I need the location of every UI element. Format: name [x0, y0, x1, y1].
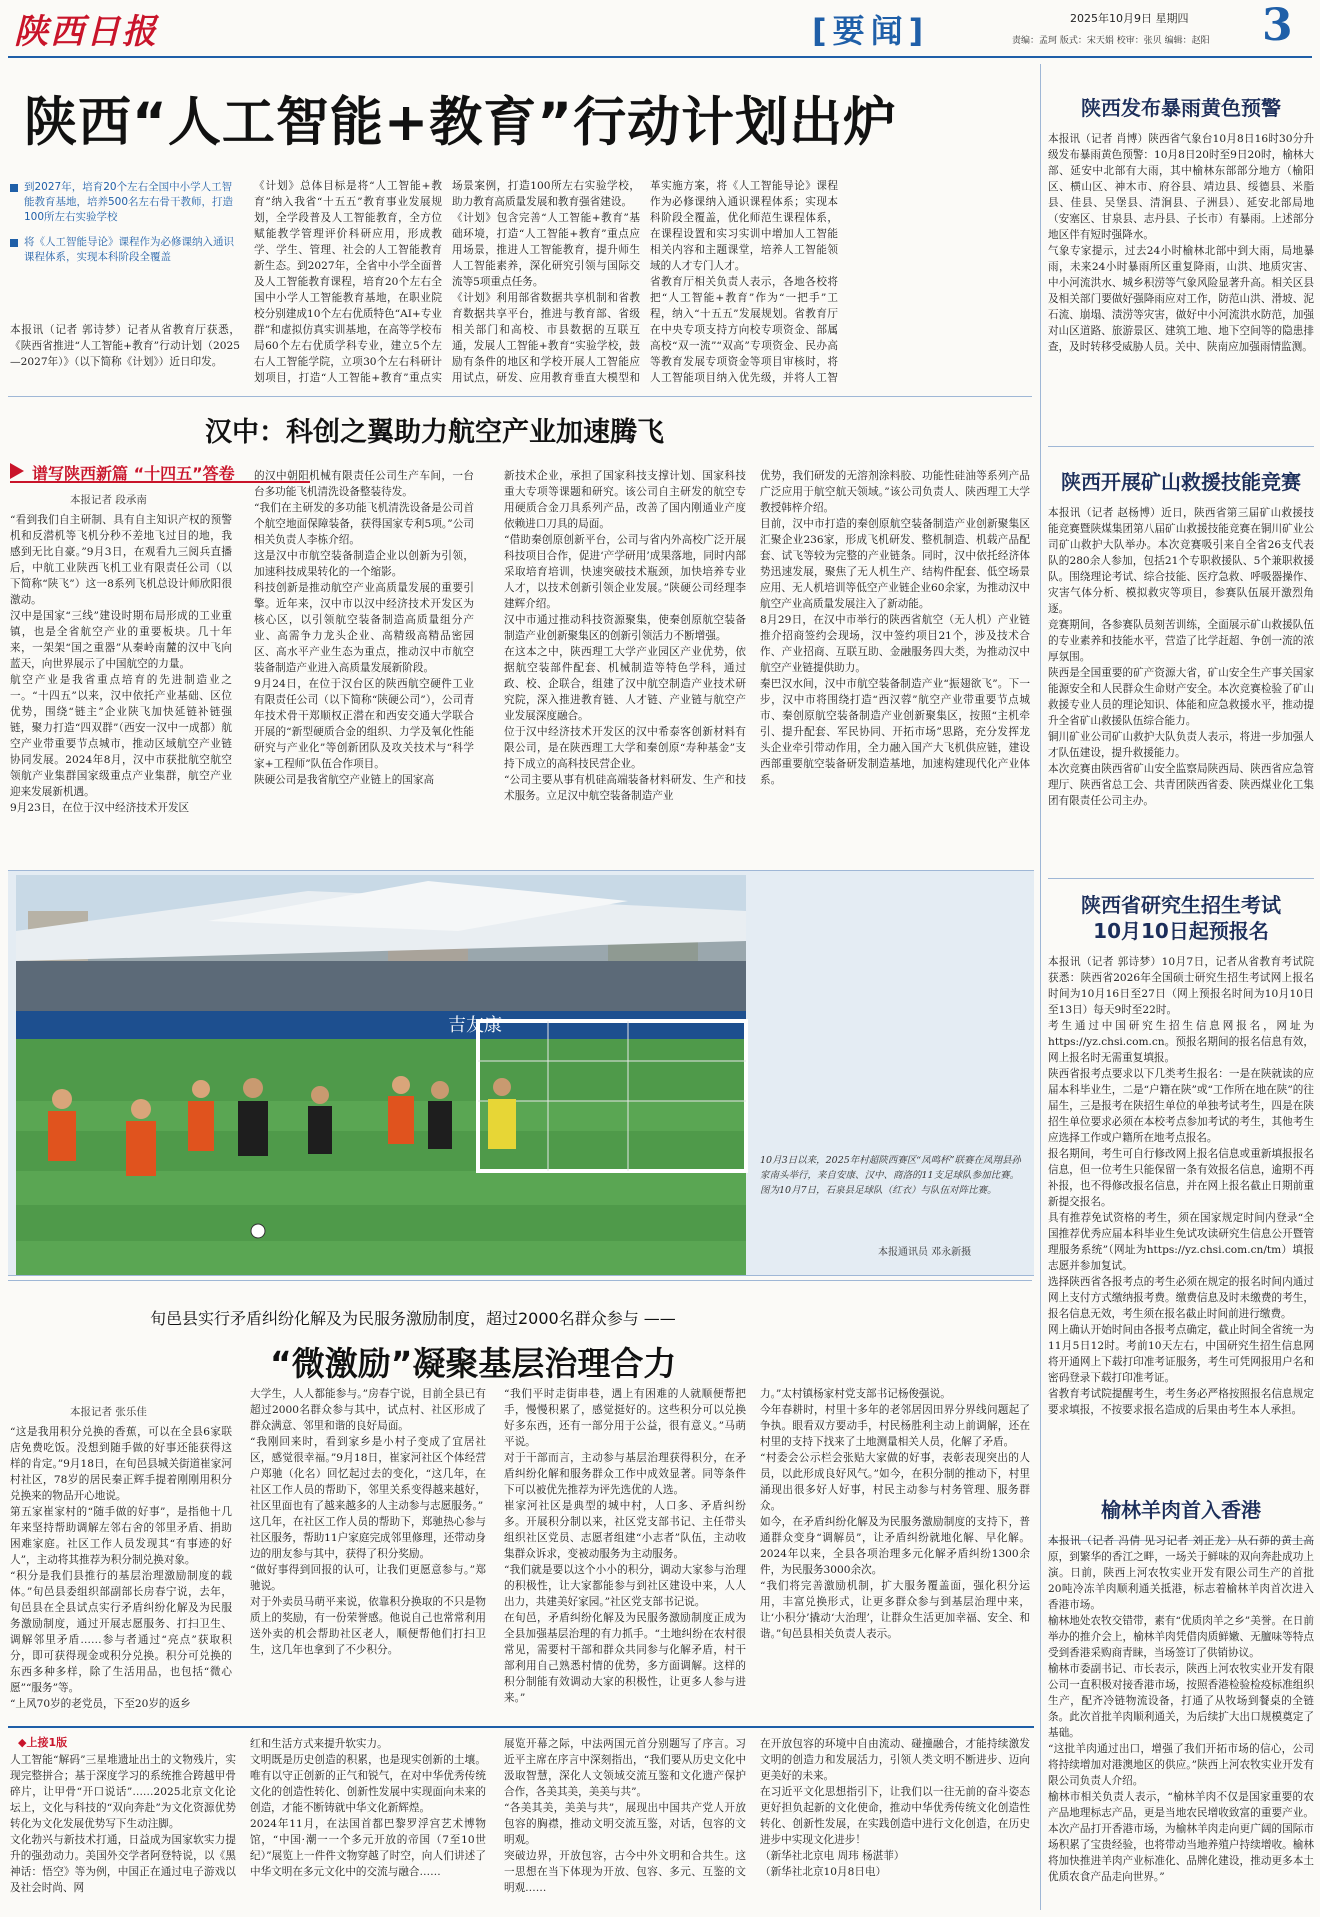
sidebar-divider: [1040, 64, 1041, 1910]
stadium-stands: [16, 961, 746, 1016]
news-photo-frame: [8, 870, 1034, 1276]
continued-col-1: 人工智能“解码”三星堆遗址出土的文物残片，实现完整拼合；基于深度学习的系统推合跨越甲骨碎片，让甲骨“开口说话”……2025北京文化论坛上，文化与科技的“双向奔赴”为文化资源优势转化为文化发展优势写下生动注脚。 文化勃兴与新技术打通，日益成为国家软实力提升的强劲动力。美国外交学者阿登特说，以《黑神话：悟空》等为例，中国正在通过电子游戏以及社会时尚、网: [10, 1754, 236, 1894]
continued-col-3: 展览开幕之际，中法两国元首分别题写了序言。习近平主席在序言中深刻指出，“我们要从历史文化中汲取智慧，深化人文领域交流互鉴和文化遗产保护合作，各美其美，美美与共”。 “各美其美，美美与共”，展现出中国共产党人开放包容的胸襟，推动文明交流互鉴，对话，包容的文明观。 突破边界，开放包容，古今中外文明和合共生。这一思想在当下体现为开放、包容、多元、互鉴的文明观……: [504, 1738, 746, 1894]
section-label: [要闻]: [812, 12, 930, 50]
headline-lead: 本报讯（记者 郭诗梦）记者从省教育厅获悉，《陕西省推进“人工智能+教育”行动计划（2025—2027年）》（以下简称《计划》）近日印发。: [10, 324, 240, 368]
ad-board: [16, 1011, 746, 1039]
story-col-4: 力。”太村镇杨家村党支部书记杨俊强说。 今年春耕时，村里十多年的老邻居因田界分界线问题起了争执。眼看双方要动手，村民杨胜利主动上前调解，还在村里的支持下找来了土地测量相关人员，化解了矛盾。 “村委会公示栏会张贴大家做的好事，表彰表现突出的人员，以此形成良好风气。”如今，在积分制的推动下，村里涌现出很多好人好事，村民主动参与村务管理、服务群众。 如今，在矛盾纠纷化解及为民服务激励制度的支持下，普通群众变身“调解员”，让矛盾纠纷就地化解、早化解。2024年以来，全县各项治理多元化解矛盾纠纷1300余件，为民服务3000余次。 “我们将完善激励机制，扩大服务覆盖面，强化积分运用，丰富兑换形式，让更多群众参与到基层治理中来，让‘小积分’撬动‘大治理’，让群众生活更加幸福、安全、和谐。”旬邑县相关负责人表示。: [760, 1388, 1030, 1640]
photo-caption: 10月3日以来，2025年村超陕西赛区“凤鸣杯”联赛在凤翔县孙家南头举行，来自安康、汉中、商洛的11支足球队参加比赛。图为10月7日，石泉县足球队（红衣）与队伍对阵比赛。: [760, 1155, 1022, 1196]
story-byline: 本报记者 张乐佳: [70, 1406, 147, 1418]
headline-col-1: 《计划》总体目标是将“人工智能+教育”纳入我省“十五五”教育事业发展规划，全学段普及人工智能教育，全方位赋能教学管理评价科研应用，形成教学、学生、管理、社会的人工智能教育新生态。到2027年，全省中小学全面普及人工智能教育课程，培育20个左右全国中小学人工智能教育基地，在职业院校分别建成10个左右优质特色“AI+专业群”和虚拟仿真实训基地，在高等学校布局60个左右优质学科专业，建立5个左右人工智能学院，立项30个左右科研计划项目，打造“人工智能+教育”重点实: [254, 180, 442, 384]
story-title: “微激励”凝聚基层治理合力: [270, 1344, 677, 1383]
bullet-square-icon: [10, 239, 18, 247]
feature-col-1: “看到我们自主研制、具有自主知识产权的预警机和反潜机等飞机分秒不差地飞过目的地，我感到无比自豪。”9月3日，在观看九三阅兵直播后，中航工业陕西飞机工业有限责任公司（以下简称“陕飞”）这一8系列飞机总设计师欣阳很激动。 汉中是国家“三线”建设时期布局形成的工业重镇，也是全省航空产业的重要板块。几十年来，一架架“国之重器”从秦岭南麓的汉中飞向蓝天，向世界展示了中国航空的力量。 航空产业是我省重点培育的先进制造业之一。“十四五”以来，汉中依托产业基础、区位优势，围绕“链主”企业陕飞加快延链补链强链，聚力打造“四双群”（西安一汉中一成都）航空产业带重要节点城市，推动区域航空产业链协同发展。2024年8月，汉中市获批航空航空领航产业集群国家级重点产业集群，航空产业迎来发展新机遇。 9月23日，在位于汉中经济技术开发区: [10, 514, 232, 814]
feature-col-3: 新技术企业，承担了国家科技支撑计划、国家科技重大专项等课题和研究。该公司自主研发的航空专用硬质合金刀具系列产品，改善了国内刚通业产度依赖进口刀具的局面。 “借助秦创原创新平台，公司与省内外高校广泛开展科技项目合作，促进‘产学研用’成果落地，同时内部采取培育培训，快速突破技术瓶颈，加快培养专业人才，以技术创新引领企业发展。”陕硬公司经理李建辉介绍。 汉中市通过推动科技资源聚集，使秦创原航空装备制造产业创新聚集区的创新引领活力不断增强。 在这本之中，陕西理工大学产业园区产业优势，依据航空装部件配套、机械制造等特色学科，通过政、校、企联合，组建了汉中航空制造产业技术研究院，深入推进教育链、人才链、产业链与航空产业发展深度融合。 位于汉中经济技术开发区的汉中希泰客创新材料有限公司，是在陕西理工大学和秦创原“寿种基金”支持下成立的高科技民营企业。 “公司主要从事有机硅高端装备材料研发、生产和技术服务。立足汉中航空装备制造产业: [504, 470, 746, 802]
ad-board-text: 吉友康: [448, 1015, 502, 1036]
brief-body: 本报讯（记者 赵杨博）近日，陕西省第三届矿山救援技能竞赛暨陕煤集团第八届矿山救援技能竞赛在铜川矿业公司矿山救护大队举办。本次竞赛吸引来自全省26支代表队的280余人参加，包括21个专职救援队、5个兼职救援队。围绕理论考试、综合技能、医疗急救、呼吸器操作、灾害气体分析、模拟救灾等项目，参赛队伍展开激烈角逐。 竞赛期间，各参赛队员刻苦训练，全面展示矿山救援队伍的专业素养和技能水平，营造了比学赶超、争创一流的浓厚氛围。 陕西是全国重要的矿产资源大省，矿山安全生产事关国家能源安全和人民群众生命财产安全。本次竞赛检验了矿山救援专业人员的理论知识、体能和应急救援水平，推动提升全省矿山救援队伍综合能力。 铜川矿业公司矿山救护大队负责人表示，将进一步加强人才队伍建设，提升救援能力。 本次竞赛由陕西省矿山安全监察局陕西局、陕西省应急管理厅、陕西省总工会、共青团陕西省委、陕西煤业化工集团有限责任公司主办。: [1048, 507, 1314, 807]
brief-title: 陕西开展矿山救援技能竞赛: [1061, 470, 1301, 494]
issue-date: 2025年10月9日 星期四: [1070, 12, 1189, 25]
sidebar-brief-grad-exam: [1048, 892, 1314, 1538]
summary-text: 到2027年，培育20个左右全国中小学人工智能教育基地，培养500名左右骨干教师，打造100所左右实验学校: [24, 181, 234, 223]
player-red: [48, 1089, 76, 1161]
masthead-rule: [8, 56, 1312, 58]
pitch-stripe: [16, 1101, 746, 1131]
summary-text: 将《人工智能导论》课程作为必修课纳入通识课程体系，实现本科阶段全覆盖: [24, 236, 234, 263]
football-match-photo: [8, 871, 1034, 1277]
continued-label: ◆上接1版: [18, 1736, 68, 1749]
masthead: [0, 0, 1320, 56]
brief-title: 陕西省研究生招生考试 10月10日起预报名: [1081, 893, 1281, 943]
brief-body: 本报讯（记者 肖博）陕西省气象台10月8日16时30分升级发布暴雨黄色预警：10月8日20时至9日20时，榆林大部、延安中北部有大雨，其中榆林东部部分地方（榆阳区、横山区、神木市、府谷县、靖边县、绥德县、米脂县、佳县、吴堡县、清涧县、子洲县）、延安北部局地（安塞区、甘泉县、志丹县、子长市）有暴雨。上述部分地区伴有短时强降水。 气象专家提示，过去24小时榆林北部中到大雨，局地暴雨，未来24小时暴雨所区重复降雨，山洪、地质灾害、中小河流洪水、城乡积涝等气象风险显著升高。相关区县及相关部门要做好强降雨应对工作，防范山洪、滑坡、泥石流、崩塌、渍涝等灾害，做好中小河流洪水防范，加强对山区道路、旅游景区、建筑工地、地下空间等的隐患排查，及时转移受威胁人员。关中、陕南应加强雨情监测。: [1048, 133, 1314, 353]
summary-bullet: [10, 235, 240, 265]
brief-body: 本报讯（记者 冯倩 见习记者 刘正龙）从石茆的黄土高原，到繁华的香江之畔，一场关于鲜味的双向奔赴成功上演。日前，陕西上河农牧实业开发有限公司生产的首批20吨冷冻羊肉顺利通关抵港，标志着榆林羊肉首次进入香港市场。 榆林地处农牧交错带，素有“优质肉羊之乡”美誉。在日前举办的推介会上，榆林羊肉凭借肉质鲜嫩、无膻味等特点受到香港采购商青睐，当场签订了供销协议。 榆林市委副书记、市长表示，陕西上河农牧实业开发有限公司一直积极对接香港市场，按照香港检验检疫标准组织生产，配齐冷链物流设备，打通了从牧场到餐桌的全链条。此次首批羊肉顺利通关，为后续扩大出口规模奠定了基础。 “这批羊肉通过出口，增强了我们开拓市场的信心，公司将持续增加对港澳地区的供应。”陕西上河农牧实业开发有限公司负责人介绍。 榆林市相关负责人表示，“榆林羊肉不仅是国家重要的农产品地理标志产品，更是当地农民增收致富的重要产业。本次产品打开香港市场，为榆林羊肉走向更广阔的国际市场积累了宝贵经验，也将带动当地养殖户持续增收。榆林将加快推进羊肉产业标准化、品牌化建设，推动更多本土优质农食产品走向世界。”: [1048, 1535, 1314, 1883]
brief-body: 本报讯（记者 郭诗梦）10月7日，记者从省教育考试院获悉：陕西省2026年全国硕士研究生招生考试网上报名时间为10月16日至27日（网上预报名时间为10月10日至13日）每天9时至22时。 考生通过中国研究生招生信息网报名，网址为https://yz.chsi.com.cn。预报名期间的报名信息有效，网上报名时无需重复填报。 陕西省报考点要求以下几类考生报名：一是在陕就读的应届本科毕业生，二是“户籍在陕”或“工作所在地在陕”的往届生，三是报考在陕招生单位的单独考试考生，四是在陕招生单位要求必须在本校考点参加考试的考生，其他考生应选择工作或户籍所在地考点报名。 报名期间，考生可自行修改网上报名信息或重新填报报名信息，但一位考生只能保留一条有效报名信息，逾期不再补报，也不得修改报名信息，并在网上报名截止日期前重新提交报名。 具有推荐免试资格的考生，须在国家规定时间内登录“全国推荐优秀应届本科毕业生免试攻读研究生信息公开暨管理服务系统”（网址为https://yz.chsi.com.cn/tm）填报志愿并参加复试。 选择陕西省各报考点的考生必须在规定的报名时间内通过网上支付方式缴纳报考费。缴费信息及时未缴费的考生，报名信息无效，考生须在报名截止时间前进行缴费。 网上确认开始时间由各报考点确定，截止时间全省统一为11月5日12时。考前10天左右，中国研究生招生信息网将开通网上下载打印准考证服务，考生可凭网报用户名和密码登录下载打印准考证。 省教育考试院提醒考生，考生务必严格按照报名信息规定要求填报，不按要求报名造成的后果由考生本人承担。: [1048, 956, 1314, 1416]
column-tag-icon: [10, 463, 24, 479]
feature-col-4: 优势，我们研发的无溶剂涂料胶、功能性硅油等系列产品广泛应用于航空航天领域。”该公司负责人、陕西理工大学教授韩梓介绍。 目前，汉中市打造的秦创原航空装备制造产业创新聚集区汇聚企业236家，形成飞机研发、整机制造、机载产品配套、试飞等较为完整的产业链条。同时，汉中依托经济体势迅速发展，聚焦了无人机生产、结构件配套、低空场景应用、无人机培训等低空产业链企业60余家，为推动汉中航空产业高质量发展注入了新动能。 8月29日，在汉中市举行的陕西省航空（无人机）产业链推介招商签约会现场，汉中签约项目21个，涉及技术合作、产业招商、互联互助、金融服务四大类，为推动汉中航空产业链提供助力。 秦巴汉水间，汉中市航空装备制造产业“振翅欲飞”。下一步，汉中市将围绕打造“西汉蓉”航空产业带重要节点城市、秦创原航空装备制造产业创新聚集区，按照“主机牵引、提升配套、军民协同、开拓市场”思路，充分发挥龙头企业牵引带动作用，全力融入国产大飞机供应链，建设西部重要航空装备研发制造基地，加速构建现代化产业体系。: [760, 470, 1030, 786]
continued-col-2: 红和生活方式来提升软实力。 文明既是历史创造的积累，也是现实创新的土壤。唯有以守正创新的正气和锐气，在对中华优秀传统文化的创造性转化、创新性发展中实现面向未来的创造，才能不断铸就中华文化新辉煌。 2024年11月，在法国首都巴黎罗浮宫艺术博物馆，“中国·潮一一个多元开放的帝国（7至10世纪）”展览上一件件文物穿越了时空，向人们讲述了中华文明在多元文化中的交流与融合……: [250, 1738, 486, 1878]
continued-col-4: 在开放包容的环境中自由流动、碰撞融合，才能持续激发文明的创造力和发展活力，引领人类文明不断进步、迈向更美好的未来。 在习近平文化思想指引下，让我们以一往无前的奋斗姿态更好担负起新的文化使命，推动中华优秀传统文化创造性转化、创新性发展，在实践创造中进行文化创造，在历史进步中实现文化进步！ （新华社北京电 周玮 杨湛菲） （新华社北京10月8日电）: [760, 1738, 1030, 1878]
sidebar-brief-rain: [1048, 92, 1314, 377]
photo-credit: 本报通讯员 邓永新摄: [878, 1247, 972, 1258]
pitch-stripe: [16, 1241, 746, 1275]
column-tag-text: 谱写陕西新篇 “十四五”答卷: [32, 464, 235, 483]
sidebar-rule: [1048, 878, 1314, 879]
section-rule: [8, 1726, 1034, 1728]
story-col-3: “我们平时走街串巷，遇上有困难的人就顺便帮把手，慢慢积累了，感觉挺好的。这些积分可以兑换好多东西，还有一部分用于公益，很有意义。”马萌平说。 对于干部而言，主动参与基层治理获得积分，在矛盾纠纷化解和服务群众工作中成效显著。同等条件下可以被优先推荐为评先选优的人选。 崔家河社区是典型的城中村，人口多、矛盾纠纷多。开展积分制以来，社区党支部书记、主任带头组织社区党员、志愿者组建“小志者”队伍，主动收集群众诉求，变被动服务为主动服务。 “我们就是要以这个小小的积分，调动大家参与治理的积极性，让大家都能参与到社区建设中来，人人出力，共建美好家园。”社区党支部书记说。 在旬邑，矛盾纠纷化解及为民服务激励制度正成为全县加强基层治理的有力抓手。“土地纠纷在农村很常见，需要村干部和群众共同参与化解矛盾，村干部利用自己熟悉村情的优势，多方面调解。这样的积分制能有效调动大家的积极性，让更多人参与进来。”: [504, 1388, 746, 1704]
feature-byline: 本报记者 段承南: [70, 494, 147, 506]
sidebar-brief-mine-rescue: [1048, 466, 1314, 905]
section-rule: [8, 1280, 1032, 1281]
player-black: [308, 1086, 332, 1154]
story-col-1: “这是我用积分兑换的香蕉，可以在全县6家联店免费吃饭。没想到随手做的好事还能获得这样的肯定。”9月18日，在旬邑县城关街道崔家河村社区，78岁的居民秦正辉手提着刚刚用积分兑换来的物品开心地说。 第五家崔家村的“随手做的好事”，是指他十几年来坚持帮助调解左邻右舍的邻里矛盾、捐助困难家庭。社区工作人员发现其“有事迹的好人”，主动将其推荐为积分制兑换对象。 “积分是我们县推行的基层治理激励制度的载体。”旬邑县委组织部副部长房春宁说，去年，旬邑县在全县试点实行矛盾纠纷化解及为民服务激励制度，通过开展志愿服务、打扫卫生、调解邻里矛盾……参与者通过“亮点”获取积分，即可获得现金或积分兑换。积分可兑换的东西多种多样，除了生活用品，也包括“微心愿”“服务”等。 “上风70岁的老党员，下至20岁的返乡: [10, 1426, 232, 1710]
headline-summary-box: [10, 180, 240, 265]
headline-col-3: 革实施方案，将《人工智能导论》课程作为必修课纳入通识课程体系；实现本科阶段全覆盖，优化师范生课程体系，在课程设置和实习实训中增加人工智能相关内容和主题课堂，培养人工智能领域的人才专门人才。 省教育厅相关负责人表示，各地各校将把“人工智能+教育”作为“一把手”工程，纳入“十五五”发展规划。省教育厅在中央专项支持方向校专项资金、部属高校“双一流”“双高”专项资金、民办高等教育发展专项资金等项目审核时，将人工智能项目纳入优先级，并将人工智: [650, 180, 838, 384]
editor-credits: 责编：孟珂 版式：宋天娟 校审：张贝 编辑：赵阳: [1012, 36, 1210, 46]
player-black: [428, 1081, 452, 1149]
feature-col-2: 的汉中朝阳机械有限责任公司生产车间，一台台多功能飞机清洗设备整装待发。 “我们在主研发的多功能飞机清洗设备是公司首个航空地面保障装备，获得国家专利5项。”公司相关负责人李栋介绍。 这是汉中市航空装备制造企业以创新为引领，加速科技成果转化的一个缩影。 科技创新是推动航空产业高质量发展的重要引擎。近年来，汉中市以汉中经济技术开发区为核心区，以引领航空装备制造高质量组分产业、高需争力龙头企业、高精级高精品密园区、高水平产业生态为重点，推动汉中市航空装备制造产业进入高质量发展新阶段。 9月24日，在位于汉台区的陕西航空硬件工业有限责任公司（以下简称“陕硬公司”），公司青年技术骨干郑顺权正潜在和西安交通大学联合开展的“新型硬质合金的组织、力学及氧化性能研究与产业化”等创新团队及攻关技术与“科学家+工程师”队伍合作项目。 陕硬公司是我省航空产业链上的国家高: [254, 470, 474, 786]
newspaper-logo: 陕西日报: [14, 12, 158, 52]
story-col-2: 大学生，人人都能参与。”房春宁说，目前全县已有超过2000名群众参与其中，试点村、社区形成了群众满意、邻里和谐的良好局面。 “我刚回来时，看到家乡是小村子变成了宜居社区，感觉很幸福。”9月18日，崔家河社区个体经营户郑驰（化名）回忆起过去的变化，“这几年，在社区工作人员的帮助下，邻里关系变得越来越好，社区里面也有了越来越多的人主动参与志愿服务。” 这几年，在社区工作人员的帮助下，郑驰热心参与社区服务，帮助11户家庭完成邻里修理，还带动身边的朋友参与其中，获得了积分奖励。 “做好事得到回报的认可，让我们更愿意参与。”郑驰说。 对于外卖员马萌平来说，依靠积分换取的不只是物质上的奖励，有一份荣誉感。他说自己也常常利用送外卖的机会帮助社区老人，顺便帮他们打扫卫生，这几年也拿到了不少积分。: [250, 1388, 486, 1656]
feature-title: 汉中：科创之翼助力航空产业加速腾飞: [205, 417, 664, 448]
summary-bullet: [10, 180, 240, 225]
photo-pitch: [16, 1039, 746, 1275]
story-kicker: 旬邑县实行矛盾纠纷化解及为民服务激励制度，超过2000名群众参与 ——: [150, 1309, 676, 1328]
sidebar-rule: [1048, 446, 1314, 447]
section-rule: [8, 396, 1032, 397]
page-number: 3: [1262, 0, 1293, 51]
sidebar-brief-mutton: [1048, 1494, 1314, 1913]
headline-col-2: 场景案例，打造100所左右实验学校，助力教育高质量发展和教育强省建设。 《计划》包含完善“人工智能+教育”基础环境，打造“人工智能+教育”重点应用场景，推进人工智能教育，提升师生人工智能素养，深化研究引领与国际交流等5项重点任务。 《计划》利用部省数据共享机制和省教育数据共享平台，推进与教育部、省级相关部门和高校、市县数据的互联互通，发展人工智能+教育“实验学校，鼓励有条件的地区和学校开展人工智能应用试点，研发、应用教育垂直大模型和: [452, 180, 640, 384]
headline-title: 陕西“人工智能+教育”行动计划出炉: [24, 92, 898, 153]
bullet-square-icon: [10, 184, 18, 192]
brief-title: 陕西发布暴雨黄色预警: [1081, 96, 1281, 120]
football: [251, 1224, 265, 1238]
pitch-stripe: [16, 1171, 746, 1205]
brief-title: 榆林羊肉首入香港: [1101, 1498, 1261, 1522]
